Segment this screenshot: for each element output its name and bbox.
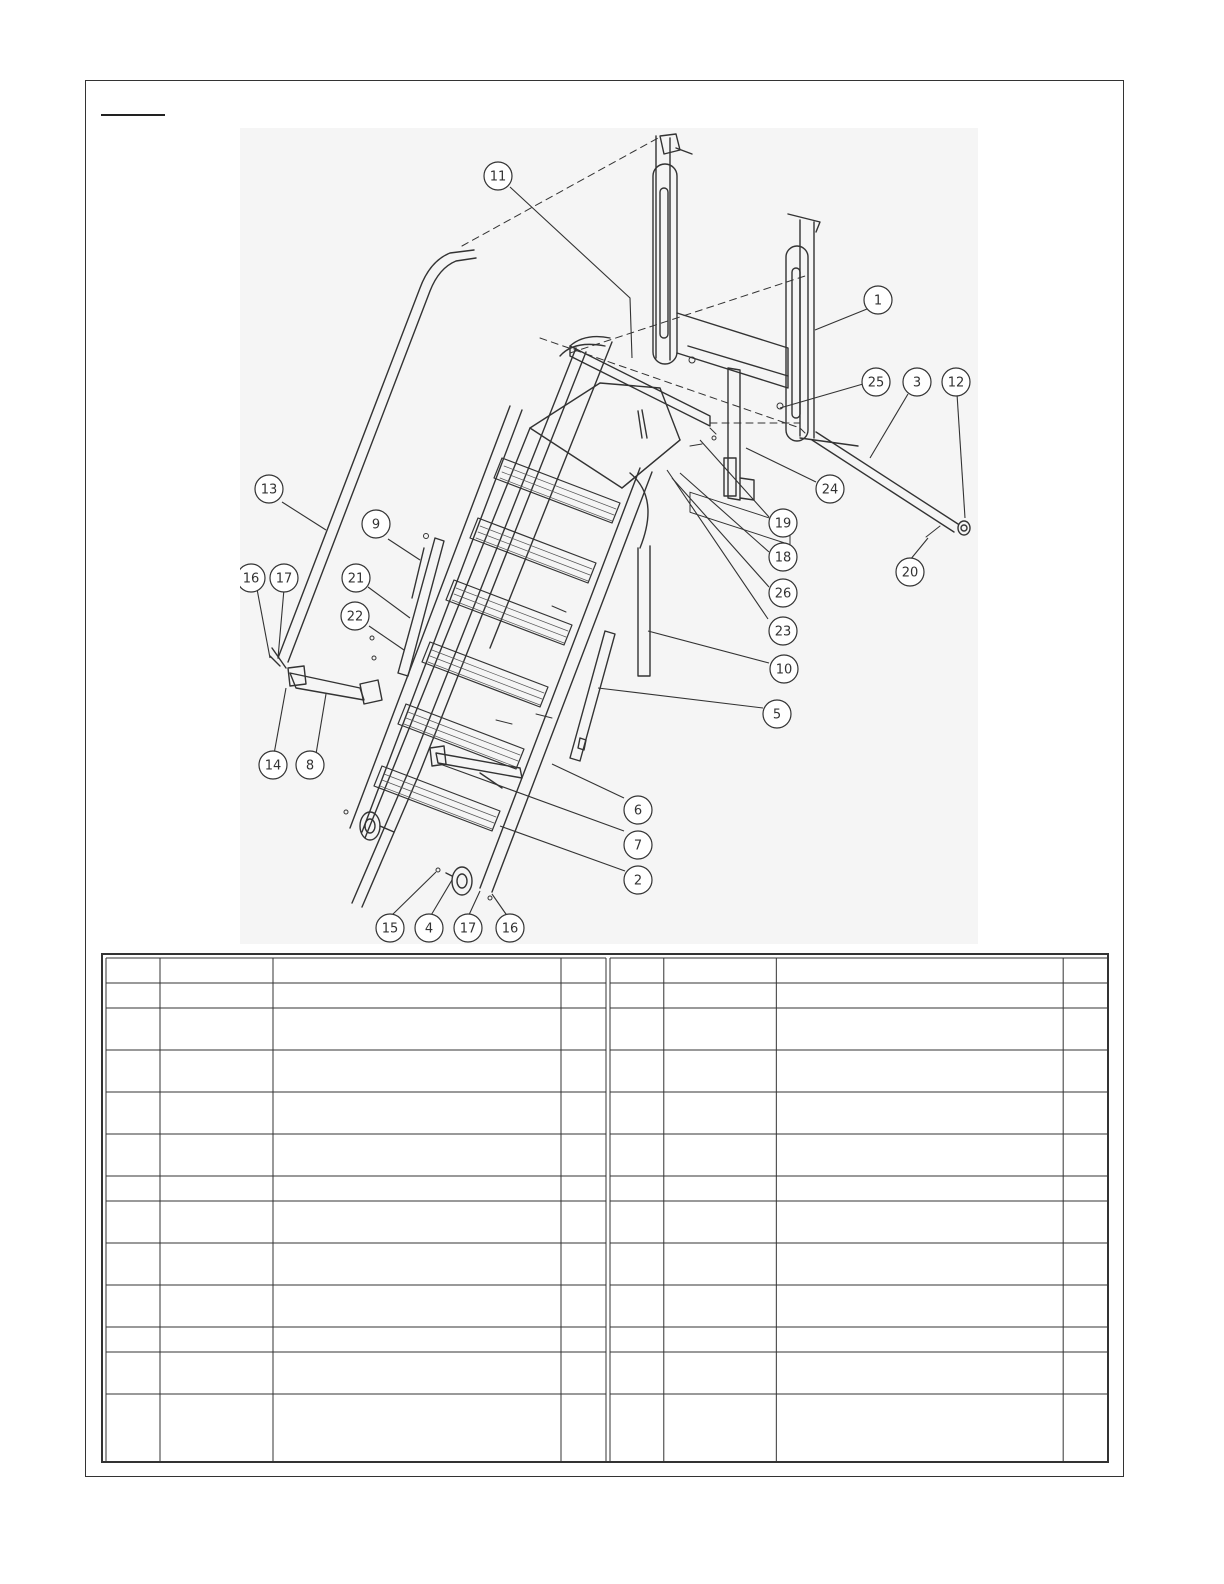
callout-15 (376, 914, 404, 942)
callout-1 (864, 286, 892, 314)
stringers-2 (347, 342, 652, 892)
callout-number: 2 (633, 873, 643, 889)
callout-4 (415, 914, 443, 942)
callout-number: 14 (264, 758, 282, 774)
callout-number: 24 (821, 482, 839, 498)
callout-5 (763, 700, 791, 728)
callout-7 (624, 831, 652, 859)
callout-number: 12 (947, 375, 965, 391)
top-platform (530, 337, 710, 488)
callout-number: 10 (775, 662, 793, 678)
side-brace-5 (570, 631, 615, 761)
callout-8 (296, 751, 324, 779)
callout-25 (862, 368, 890, 396)
callout-number: 5 (772, 707, 782, 723)
callout-number: 8 (305, 758, 315, 774)
callout-14 (259, 751, 287, 779)
lower-lever-6-7 (430, 746, 522, 788)
callout-number: 21 (347, 571, 365, 587)
callout-9 (362, 510, 390, 538)
parts-table-grid (103, 955, 1111, 1465)
stair-treads (371, 458, 620, 831)
callout-number: 15 (381, 921, 399, 937)
wheels-4 (360, 812, 472, 895)
exploded-assembly-figure (240, 128, 978, 944)
assembly-guide-lines (462, 138, 805, 433)
callout-number: 13 (260, 482, 278, 498)
leader-lines (257, 187, 965, 917)
callout-number: 19 (774, 516, 792, 532)
callout-6 (624, 796, 652, 824)
callout-number: 16 (501, 921, 519, 937)
callout-number: 23 (774, 624, 792, 640)
callout-16-2 (496, 914, 524, 942)
callout-number: 1 (873, 293, 883, 309)
side-brace-9 (398, 538, 444, 676)
post-24 (724, 368, 754, 500)
callout-number: 26 (774, 586, 792, 602)
callout-23 (769, 617, 797, 645)
parts-list-table (101, 953, 1109, 1463)
callout-number: 17 (459, 921, 477, 937)
callout-number: 3 (912, 375, 922, 391)
title-underline (101, 114, 165, 116)
callout-18 (769, 543, 797, 571)
callout-12 (942, 368, 970, 396)
callout-number: 4 (424, 921, 434, 937)
front-handrail (352, 348, 586, 907)
callout-number: 25 (867, 375, 885, 391)
callout-10 (770, 655, 798, 683)
callout-number: 6 (633, 803, 643, 819)
callout-number: 7 (633, 838, 643, 854)
callout-26 (769, 579, 797, 607)
callout-21 (342, 564, 370, 592)
callout-20 (896, 558, 924, 586)
callout-number: 22 (346, 609, 364, 625)
callout-number: 16 (242, 571, 260, 587)
callout-24 (816, 475, 844, 503)
callout-3 (903, 368, 931, 396)
callout-number: 11 (489, 169, 507, 185)
callout-13 (255, 475, 283, 503)
callout-number: 18 (774, 550, 792, 566)
callout-17-3 (454, 914, 482, 942)
callout-11 (484, 162, 512, 190)
pedal-lever-8 (288, 666, 382, 704)
callout-22 (341, 602, 369, 630)
callout-number: 20 (901, 565, 919, 581)
callout-19 (769, 509, 797, 537)
handrail-13 (270, 250, 476, 668)
callout-bubbles (240, 162, 970, 942)
callout-16 (240, 564, 265, 592)
callout-number: 17 (275, 571, 293, 587)
callout-17 (270, 564, 298, 592)
stair-assembly-drawing (240, 128, 978, 944)
callout-2 (624, 866, 652, 894)
callout-number: 9 (371, 517, 381, 533)
